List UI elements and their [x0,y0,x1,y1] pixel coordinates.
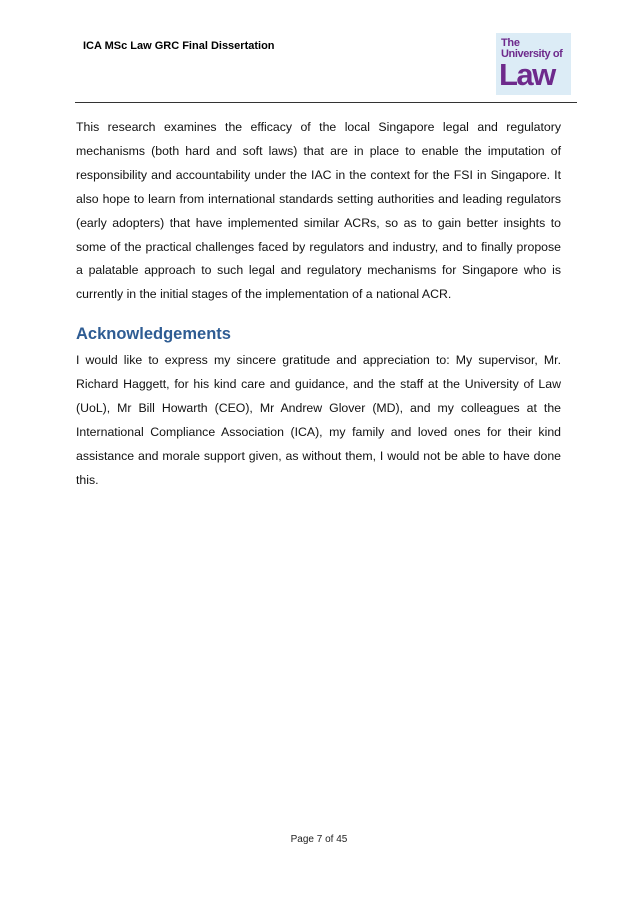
intro-paragraph: This research examines the efficacy of the local Singapore legal and regulatory mechanisms (both hard and soft laws) that are in place to enable the imputation of responsibility and accountability under the IAC in the context for the FSI in Singapore. It also hope to learn from international standards setting authorities and leading regulators (early adopters) that have implemented similar ACRs, so as to gain better insights to some of the practical challenges faced by regulators and industry, and to finally propose a palatable approach to such legal and regulatory mechanisms for Singapore who is currently in the initial stages of the implementation of a national ACR. [76,120,561,302]
logo-text-university-of: University of [501,48,563,60]
acknowledgements-paragraph: I would like to express my sincere gratitude and appreciation to: My supervisor, Mr. Richard Haggett, for his kind care and guidance, and the staff at the University of Law (UoL), Mr Bill Howarth (CEO), Mr Andrew Glover (MD), and my colleagues at the International Compliance Association (ICA), my family and loved ones for their kind assistance and morale support given, as without them, I would not be able to have done this. [76,353,561,487]
university-of-law-logo [496,33,571,95]
page-number: Page 7 of 45 [290,834,348,845]
acknowledgements-heading: Acknowledgements [76,325,231,343]
header-divider [75,102,577,103]
logo-text-the: The [501,37,520,49]
logo-text-law: Law [499,57,555,92]
header-title: ICA MSc Law GRC Final Dissertation [83,40,275,52]
